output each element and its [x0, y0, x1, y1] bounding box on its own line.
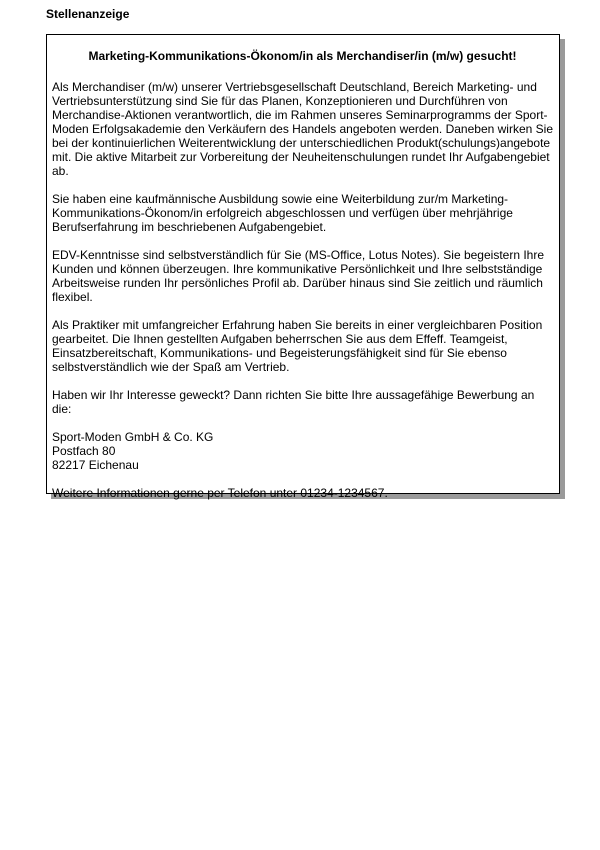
paragraph-it-skills: EDV-Kenntnisse sind selbstverständlich für Sie (MS-Office, Lotus Notes). Sie begeistern Ihre Kunden und können überzeugen. Ihre kommunikative Persönlichkeit und Ihre selbstständige Arbeitsweise runden Ihr persönliches Profil ab. Darüber hinaus sind Sie zeitlich und räumlich flexibel.: [52, 248, 545, 304]
paragraph-application-call: Haben wir Ihr Interesse geweckt? Dann richten Sie bitte Ihre aussagefähige Bewerbung an die:: [52, 388, 535, 416]
paragraph-qualifications: Sie haben eine kaufmännische Ausbildung sowie eine Weiterbildung zur/m Marketing-Kommunikations-Ökonom/in erfolgreich abgeschlossen und verfügen über mehrjährige Berufserfahrung im beschriebenen Aufgabengebiet.: [52, 192, 513, 234]
document-header: Stellenanzeige: [46, 7, 130, 21]
address-city: 82217 Eichenau: [52, 458, 139, 472]
company-address: [52, 430, 553, 472]
job-ad-box: [46, 34, 560, 500]
job-ad-title: Marketing-Kommunikations-Ökonom/in als Merchandiser/in (m/w) gesucht!: [88, 49, 517, 63]
contact-info: Weitere Informationen gerne per Telefon unter 01234-1234567.: [52, 486, 388, 500]
address-postbox: Postfach 80: [52, 444, 116, 458]
address-company: Sport-Moden GmbH & Co. KG: [52, 430, 214, 444]
paragraph-responsibilities: Als Merchandiser (m/w) unserer Vertriebsgesellschaft Deutschland, Bereich Marketing- und Vertriebsunterstützung sind Sie für das Planen, Konzeptionieren und Durchführen von Merchandise-Aktionen verantwortlich, die im Rahmen unseres Seminarprogramms der Sport-Moden Erfolgsakademie den Verkäufern des Handels angeboten werden. Daneben wirken Sie bei der kontinuierlichen Weiterentwicklung der unterschiedlichen Produkt(schulungs)angebote mit. Die aktive Mitarbeit zur Vorbereitung der Neuheitenschulungen rundet Ihr Aufgabengebiet ab.: [52, 80, 553, 178]
paragraph-experience: Als Praktiker mit umfangreicher Erfahrung haben Sie bereits in einer vergleichbaren Position gearbeitet. Die Ihnen gestellten Aufgaben beherrschen Sie aus dem Effeff. Teamgeist, Einsatzbereitschaft, Kommunikations- und Begeisterungsfähigkeit sind für Sie ebenso selbstverständlich wie der Spaß am Vertrieb.: [52, 318, 543, 374]
